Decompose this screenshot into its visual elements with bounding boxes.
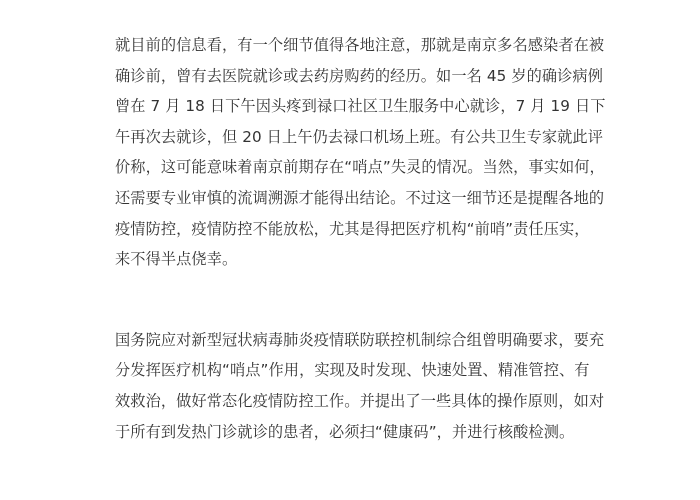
text-line: 就目前的信息看，有一个细节值得各地注意，那就是南京多名感染者在被 — [115, 36, 605, 54]
text-line: 来不得半点侥幸。 — [115, 250, 238, 269]
text-line: 疫情防控，疫情防控不能放松，尤其是得把医疗机构“前哨”责任压实， — [115, 219, 590, 238]
paragraph-2 — [115, 325, 605, 447]
paragraph-1 — [115, 30, 606, 275]
text-line: 于所有到发热门诊就诊的患者，必须扫“健康码”，并进行核酸检测。 — [115, 422, 575, 441]
text-line: 午再次去就诊，但 20 日上午仍去禄口机场上班。有公共卫生专家就此评 — [115, 127, 604, 146]
text-line: 价称，这可能意味着南京前期存在“哨点”失灵的情况。当然，事实如何， — [115, 158, 605, 177]
text-line: 国务院应对新型冠状病毒肺炎疫情联防联控机制综合组曾明确要求，要充 — [115, 330, 605, 349]
text-line: 分发挥医疗机构“哨点”作用，实现及时发现、快速处置、精准管控、有 — [115, 361, 590, 380]
paragraph-spacer — [115, 275, 595, 325]
text-line: 效救治，做好常态化疫情防控工作。并提出了一些具体的操作原则，如对 — [115, 391, 605, 410]
text-line: 还需要专业审慎的流调溯源才能得出结论。不过这一细节还是提醒各地的 — [115, 188, 605, 207]
article-body — [115, 30, 606, 447]
text-line: 确诊前，曾有去医院就诊或去药房购药的经历。如一名 45 岁的确诊病例 — [115, 66, 604, 85]
text-line: 曾在 7 月 18 日下午因头疼到禄口社区卫生服务中心就诊，7 月 19 日下 — [115, 97, 606, 116]
